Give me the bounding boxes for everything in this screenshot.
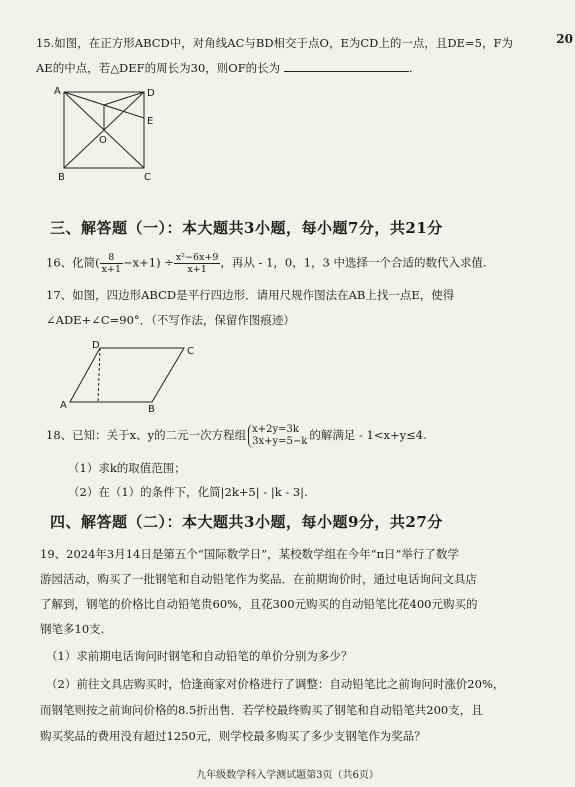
q18-equation-system xyxy=(248,424,307,448)
label-a: A xyxy=(54,86,61,97)
segment-df xyxy=(104,92,144,105)
q16-line xyxy=(46,252,487,275)
q16-prefix: 16、化简( xyxy=(46,255,100,270)
q19-sub2-line1: （2）前往文具店购买时，恰逢商家对价格进行了调整：自动铅笔比之前询问时涨价20%， xyxy=(46,677,505,691)
q19-line1: 19、2024年3月14日是第五个“国际数学日”，某校数学组在今年“π日”举行了数学 xyxy=(40,547,459,561)
q16-mid: −x+1) ÷ xyxy=(123,255,174,270)
page-footer: 九年级数学科入学测试题第3页（共6页） xyxy=(196,770,379,781)
q19-line3: 了解到，钢笔的价格比自动铅笔贵60%，且花300元购买的自动铅笔比花400元购买的 xyxy=(40,597,478,611)
q16-fraction-2 xyxy=(174,252,221,275)
q15-line1: 15.如图，在正方形ABCD中，对角线AC与BD相交于点O，E为CD上的一点，且DE=5，F为 xyxy=(36,36,513,50)
q16-frac1-num: 8 xyxy=(100,252,123,264)
q17-line2: ∠ADE+∠C=90°．（不写作法，保留作图痕迹） xyxy=(46,313,295,327)
q19-sub2-line2: 而钢笔则按之前询问价格的8.5折出售．若学校最终购买了钢笔和自动铅笔共200支，且 xyxy=(40,703,483,717)
q19-line2: 游园活动，购买了一批钢笔和自动铅笔作为奖品．在前期询价时，通过电话询问文具店 xyxy=(40,572,477,586)
q15-answer-blank[interactable] xyxy=(284,60,409,72)
parallelogram-abcd xyxy=(70,348,184,402)
q18-prefix: 18、已知：关于x、y的二元一次方程组 xyxy=(46,428,247,442)
q18-suffix: 的解满足 - 1<x+y≤4. xyxy=(309,428,427,442)
q18-sub1: （1）求k的取值范围； xyxy=(68,461,186,475)
q16-frac2-num: x²−6x+9 xyxy=(175,252,219,263)
q15-line2-end: . xyxy=(408,61,413,75)
label-o: O xyxy=(99,135,107,146)
label-e: E xyxy=(147,116,154,127)
section4-title: 四、解答题（二）：本大题共3小题，每小题9分，共27分 xyxy=(50,513,443,531)
q18-eq2: 3x+y=5−k xyxy=(252,436,308,447)
q18-eq1: x+2y=3k xyxy=(252,424,299,435)
label-b: B xyxy=(148,404,155,414)
construction-dashed-line xyxy=(98,348,100,402)
q15-line2-text: AE的中点，若△DEF的周长为30，则OF的长为 xyxy=(36,61,281,75)
label-b: B xyxy=(58,172,65,182)
q18-line xyxy=(46,424,427,448)
section3-title: 三、解答题（一）：本大题共3小题，每小题7分，共21分 xyxy=(50,219,443,237)
q19-sub1: （1）求前期电话询问时钢笔和自动铅笔的单价分别为多少？ xyxy=(46,649,353,663)
q18-sub2: （2）在（1）的条件下，化简|2k+5| - |k - 3|. xyxy=(68,485,308,499)
q16-fraction-1 xyxy=(100,252,123,275)
q16-frac1-den: x+1 xyxy=(101,264,121,275)
q16-suffix: ，再从 - 1，0，1，3 中选择一个合适的数代入求值. xyxy=(220,255,487,270)
q15-square-figure xyxy=(52,84,162,182)
label-c: C xyxy=(187,346,194,357)
q19-line4: 钢笔多10支. xyxy=(40,622,105,636)
q15-line2 xyxy=(36,60,413,76)
q17-parallelogram-figure xyxy=(58,338,198,414)
label-c: C xyxy=(144,172,151,182)
label-d: D xyxy=(92,340,100,351)
page-edge-number: 20 xyxy=(556,32,573,46)
label-a: A xyxy=(60,400,67,411)
q19-sub2-line3: 购买奖品的费用没有超过1250元，则学校最多购买了多少支钢笔作为奖品？ xyxy=(40,729,426,743)
q16-frac2-den: x+1 xyxy=(187,264,207,275)
q17-line1: 17、如图，四边形ABCD是平行四边形．请用尺规作图法在AB上找一点E，使得 xyxy=(46,288,455,302)
label-d: D xyxy=(147,88,155,99)
